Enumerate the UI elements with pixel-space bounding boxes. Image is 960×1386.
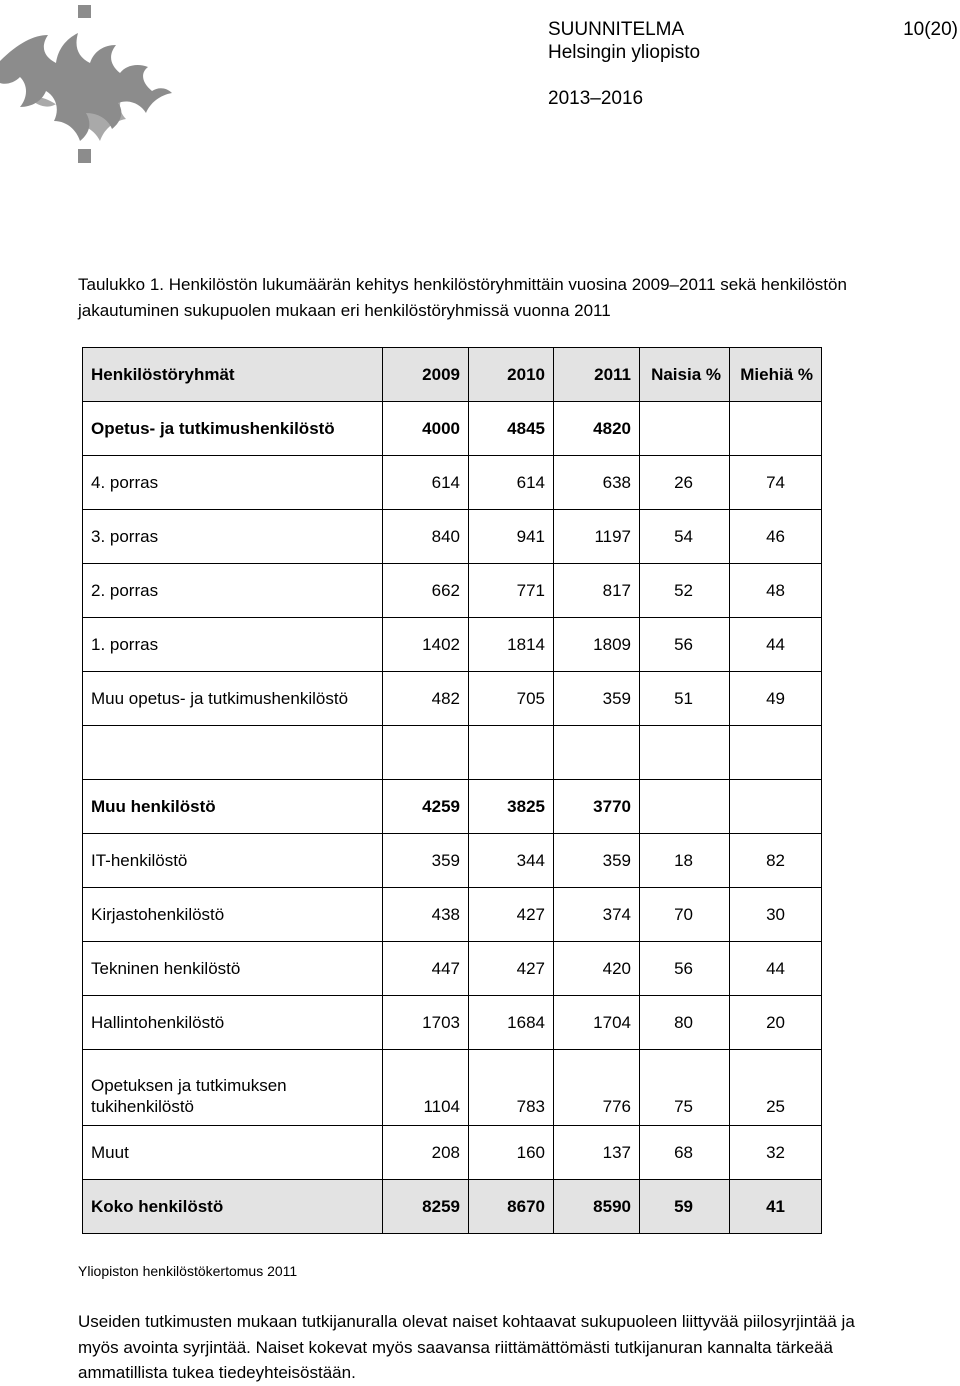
table-cell: 4845 [469,402,554,456]
plan-period: 2013–2016 [548,88,644,109]
table-cell: 941 [469,510,554,564]
table-cell: 817 [554,564,640,618]
table-cell: 359 [554,834,640,888]
table-cell: 56 [640,618,730,672]
table-cell [730,402,822,456]
table-cell: 75 [640,1050,730,1126]
table-cell: 1703 [383,996,469,1050]
table-cell: 26 [640,456,730,510]
table-row [83,510,822,564]
table-cell [383,726,469,780]
table-cell: 359 [554,672,640,726]
table-cell: 49 [730,672,822,726]
table-cell: 8670 [469,1180,554,1234]
table-cell: Muu henkilöstö [83,780,383,834]
table-cell: Hallintohenkilöstö [83,996,383,1050]
table-row-empty [83,726,822,780]
table-cell: 3. porras [83,510,383,564]
table-cell: 20 [730,996,822,1050]
table-cell: 4000 [383,402,469,456]
column-header: 2009 [383,348,469,402]
organization-name: Helsingin yliopisto [548,42,701,63]
table-cell: 82 [730,834,822,888]
table-cell: 638 [554,456,640,510]
table-cell: 54 [640,510,730,564]
table-cell: 438 [383,888,469,942]
table-row [83,618,822,672]
table-cell: 44 [730,942,822,996]
table-cell: 705 [469,672,554,726]
table-cell: 420 [554,942,640,996]
table-cell: 3770 [554,780,640,834]
table-cell: 51 [640,672,730,726]
table-cell: 374 [554,888,640,942]
table-cell: 4259 [383,780,469,834]
table-row [83,996,822,1050]
table-cell: Muut [83,1126,383,1180]
personnel-table [82,347,822,1234]
table-cell: Kirjastohenkilöstö [83,888,383,942]
table-cell: 18 [640,834,730,888]
table-cell: 8259 [383,1180,469,1234]
university-flame-logo-icon [0,5,172,165]
table-source: Yliopiston henkilöstökertomus 2011 [78,1263,298,1279]
table-cell: Opetus- ja tutkimushenkilöstö [83,402,383,456]
table-cell: 1809 [554,618,640,672]
table-cell: 4820 [554,402,640,456]
table-cell: 840 [383,510,469,564]
table-cell: 1197 [554,510,640,564]
table-cell [640,402,730,456]
table-cell-text: Opetuksen ja tutkimuksen tukihenkilöstö [91,1076,287,1116]
table-cell: Koko henkilöstö [83,1180,383,1234]
table-cell: 25 [730,1050,822,1126]
table-cell: 1814 [469,618,554,672]
column-header: Henkilöstöryhmät [83,348,383,402]
table-row [83,672,822,726]
table-row [83,1126,822,1180]
table-cell: 1104 [383,1050,469,1126]
table-cell: 614 [469,456,554,510]
table-cell: 3825 [469,780,554,834]
table-cell: IT-henkilöstö [83,834,383,888]
table-cell: Muu opetus- ja tutkimushenkilöstö [83,672,383,726]
table-cell: 41 [730,1180,822,1234]
table-cell [83,726,383,780]
table-row [83,1050,822,1126]
table-cell: 59 [640,1180,730,1234]
table-cell: 359 [383,834,469,888]
table-row [83,564,822,618]
table-cell [640,780,730,834]
table-caption: Taulukko 1. Henkilöstön lukumäärän kehitys henkilöstöryhmittäin vuosina 2009–2011 sekä henkilöstön jakautuminen sukupuolen mukaan eri henkilöstöryhmissä vuonna 2011 [78,275,847,320]
table-row [83,456,822,510]
table-cell: 32 [730,1126,822,1180]
table-cell [554,726,640,780]
table-cell: 1704 [554,996,640,1050]
table-cell: 68 [640,1126,730,1180]
table-cell: 662 [383,564,469,618]
table-cell: 1. porras [83,618,383,672]
table-cell: 30 [730,888,822,942]
table-cell: 771 [469,564,554,618]
table-cell: 1684 [469,996,554,1050]
table-cell: 56 [640,942,730,996]
table-cell [730,780,822,834]
table-cell: 482 [383,672,469,726]
column-header: 2011 [554,348,640,402]
table-cell: 776 [554,1050,640,1126]
table-cell: Tekninen henkilöstö [83,942,383,996]
table-row [83,402,822,456]
table-row [83,780,822,834]
page-number: 10(20) [903,19,958,40]
table-cell: 44 [730,618,822,672]
body-paragraph: Useiden tutkimusten mukaan tutkijanuralla olevat naiset kohtaavat sukupuoleen liittyvää piilosyrjintää ja myös avointa syrjintää. Naiset kokevat myös saavansa riittämättömästi tutkijanuran kannalta tärkeää ammatillista tukea tiedeyhteisöstään. [78,1312,855,1382]
column-header: 2010 [469,348,554,402]
table-cell: 4. porras [83,456,383,510]
table-cell [83,1050,383,1126]
table-cell: 74 [730,456,822,510]
table-cell [469,726,554,780]
table-cell: 427 [469,888,554,942]
table-cell: 48 [730,564,822,618]
table-cell: 1402 [383,618,469,672]
table-cell: 447 [383,942,469,996]
table-cell: 46 [730,510,822,564]
table-total-row [83,1180,822,1234]
table-header-row [83,348,822,402]
column-header: Miehiä % [730,348,822,402]
table-cell: 160 [469,1126,554,1180]
column-header: Naisia % [640,348,730,402]
table-cell: 8590 [554,1180,640,1234]
table-cell: 80 [640,996,730,1050]
table-cell [640,726,730,780]
table-row [83,942,822,996]
table-cell: 52 [640,564,730,618]
table-cell: 427 [469,942,554,996]
table-row [83,834,822,888]
document-type: SUUNNITELMA [548,19,685,40]
table-cell: 137 [554,1126,640,1180]
table-cell: 783 [469,1050,554,1126]
table-cell: 208 [383,1126,469,1180]
table-cell: 70 [640,888,730,942]
table-cell: 2. porras [83,564,383,618]
table-cell: 614 [383,456,469,510]
table-cell [730,726,822,780]
table-row [83,888,822,942]
table-cell: 344 [469,834,554,888]
